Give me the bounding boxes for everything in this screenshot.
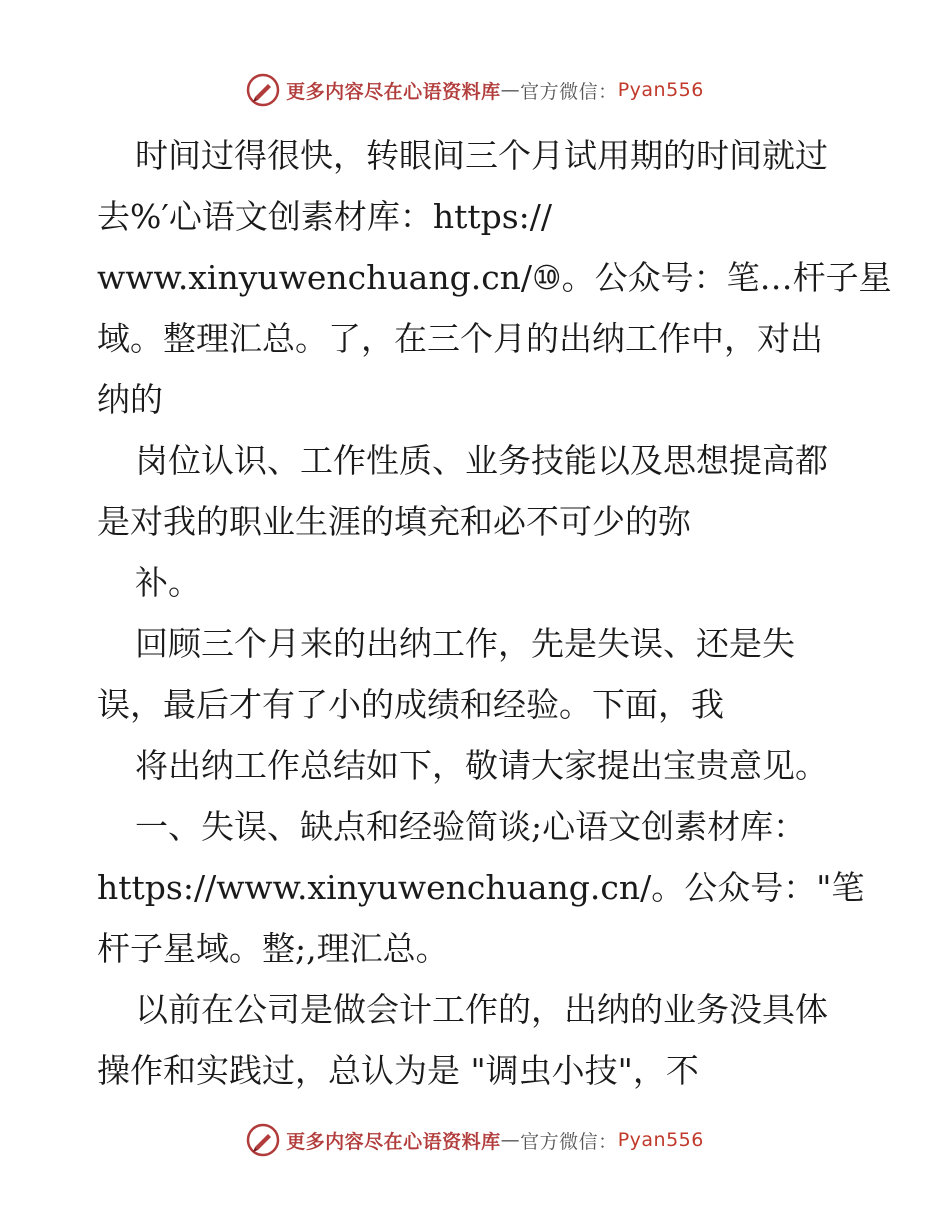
text-line: 去%′心语文创素材库：https://: [97, 197, 553, 236]
text-line: www.xinyuwenchuang.cn/⑩。公众号：笔…杆子星: [97, 258, 892, 297]
text-line: 操作和实践过，总认为是 "调虫小技"，不: [97, 1051, 699, 1090]
header-watermark: [0, 70, 950, 110]
watermark-separator: —: [500, 1129, 521, 1151]
watermark-main-text: 更多内容尽在心语资料库: [286, 80, 501, 103]
text-line: 补。: [135, 563, 201, 602]
text-line: https://www.xinyuwenchuang.cn/。公众号："笔: [97, 868, 865, 907]
watermark-id-text: Pyan556: [617, 1129, 704, 1151]
text-line: 一、失误、缺点和经验简谈;心语文创素材库：: [135, 807, 807, 846]
watermark-id-text: Pyan556: [617, 79, 704, 101]
text-line: 是对我的职业生涯的填充和必不可少的弥: [97, 502, 691, 541]
watermark-separator: —: [500, 79, 521, 101]
text-line: 杆子星域。整;,理汇总。: [97, 929, 449, 968]
text-line: 域。整理汇总。了，在三个月的出纳工作中，对出: [97, 319, 823, 358]
text-line: 回顾三个月来的出纳工作，先是失误、还是失: [135, 624, 795, 663]
footer-watermark: [0, 1120, 950, 1160]
text-line: 将出纳工作总结如下，敬请大家提出宝贵意见。: [135, 746, 828, 785]
text-line: 以前在公司是做会计工作的，出纳的业务没具体: [135, 990, 828, 1029]
document-body: [97, 125, 892, 1101]
watermark-main-text: 更多内容尽在心语资料库: [286, 1130, 501, 1153]
text-line: 岗位认识、工作性质、业务技能以及思想提高都: [135, 441, 828, 480]
text-line: 时间过得很快，转眼间三个月试用期的时间就过: [135, 136, 828, 175]
text-line: 误，最后才有了小的成绩和经验。下面，我: [97, 685, 724, 724]
text-line: 纳的: [97, 380, 163, 419]
pen-logo-icon: [246, 1123, 280, 1157]
pen-logo-icon: [246, 73, 280, 107]
watermark-sub-text: 官方微信：: [520, 80, 618, 103]
watermark-sub-text: 官方微信：: [520, 1130, 618, 1153]
